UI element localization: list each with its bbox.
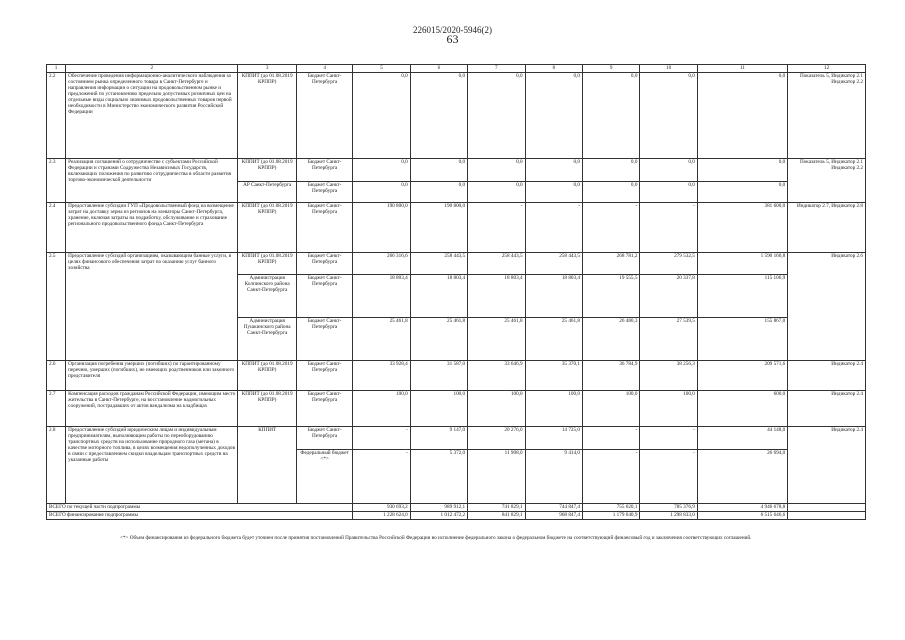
value-cell: 258 443,5 [525,253,582,275]
column-number: 10 [640,65,697,73]
total-value: 989 912,1 [410,504,467,512]
total-label: ВСЕГО по текущей части подпрограммы [47,504,353,512]
value-cell: 18 803,4 [468,275,525,318]
value-cell: 279 532,5 [640,253,697,275]
value-cell: 0,0 [410,182,467,203]
value-cell: 9 414,0 [525,450,582,504]
column-number: 7 [468,65,525,73]
financing-table [46,64,866,520]
total-value: 744 847,4 [525,504,582,512]
total-value: 1 012 472,2 [410,512,467,520]
value-cell: 20 337,8 [640,275,697,318]
value-cell: 268 781,2 [582,253,639,275]
value-cell: 155 867,0 [697,318,787,361]
total-label: ВСЕГО финансирование подпрограммы [47,512,353,520]
value-cell: 0,0 [582,73,639,159]
total-value: 841 829,1 [468,512,525,520]
value-cell: 100,0 [640,391,697,427]
value-cell: 0,0 [697,73,787,159]
value-cell: 19 555,5 [582,275,639,318]
value-cell: 0,0 [353,182,410,203]
value-cell: 18 803,4 [353,275,410,318]
table-row [47,361,866,391]
executor: КППИТ (до 01.08.2019 КРППР) [238,159,297,182]
executor: КППИТ (до 01.08.2019 КРППР) [238,361,297,391]
value-cell: 0,0 [697,159,787,182]
indicator: Индикатор 2.4 [788,391,866,427]
item-name: Компенсация расходов гражданам Российской Федерации, имеющим место жительства в Санкт-Петербурге, на восстановление надмогильных сооружений, пострадавших от актов вандализма на кладбищах [66,391,238,427]
indicator: Индикатор 2.4 [788,427,866,504]
value-cell: 381 600,0 [697,203,787,253]
funding-source: Бюджет Санкт-Петербурга [296,159,352,182]
total-value: 1 228 624,0 [353,512,410,520]
value-cell: 100,0 [525,391,582,427]
total-value: 968 847,4 [525,512,582,520]
value-cell: 33 928,4 [353,361,410,391]
table-row [47,203,866,253]
total-value: 930 693,2 [353,504,410,512]
value-cell: 258 443,5 [468,253,525,275]
funding-source: Бюджет Санкт-Петербурга [296,73,352,159]
table-row [47,427,866,450]
value-cell: 258 443,5 [410,253,467,275]
column-number: 3 [238,65,297,73]
executor: Администрация Колпинского района Санкт-Петербурга [238,275,297,318]
value-cell: 209 571,6 [697,361,787,391]
executor: АР Санкт-Петербурга [238,182,297,203]
total-value: 785 376,9 [640,504,697,512]
executor: КППИТ (до 01.08.2019 КРППР) [238,73,297,159]
value-cell: 0,0 [468,73,525,159]
executor: КППИТ (до 01.08.2019 КРППР) [238,253,297,275]
total-value: 741 829,1 [468,504,525,512]
total-value: 1 298 833,0 [640,512,697,520]
value-cell: 27 539,5 [640,318,697,361]
item-number: 2.8 [47,427,66,504]
column-number: 9 [582,65,639,73]
value-cell: 0,0 [468,182,525,203]
column-number: 5 [353,65,410,73]
value-cell: 1 590 160,8 [697,253,787,275]
value-cell: 11 908,0 [468,450,525,504]
value-cell: 25 461,8 [410,318,467,361]
value-cell: - [582,427,639,450]
value-cell: 25 461,8 [353,318,410,361]
value-cell: - [582,450,639,504]
item-name: Предоставление субсидий юридическим лицам и индивидуальным предпринимателям, выполняющим работы по переоборудованию транспортных средств на использование природного газа (метана) в качестве моторного топлива, в целях возмещения недополученных доходов в связи с предоставлением скидки владельцам транспортных средств на указанные работы [66,427,238,504]
value-cell: - [468,203,525,253]
value-cell: 38 256,3 [640,361,697,391]
value-cell: 0,0 [640,159,697,182]
value-cell: 0,0 [525,73,582,159]
total-value: 6 515 646,6 [697,512,787,520]
value-cell: 0,0 [410,73,467,159]
value-cell: 26 480,3 [582,318,639,361]
value-cell: - [353,450,410,504]
funding-source: Бюджет Санкт-Петербурга [296,318,352,361]
value-cell: 190 800,0 [410,203,467,253]
value-cell: 5 372,0 [410,450,467,504]
value-cell: 0,0 [353,73,410,159]
item-name: Организация погребения умерших (погибших) по гарантированному перечню, умерших (погибших), не имеющих родственников или законного представителя [66,361,238,391]
indicator: Индикатор 2.7, Индикатор 2.8 [788,203,866,253]
total-row [47,504,866,512]
value-cell: - [353,427,410,450]
item-name: Реализация соглашений о сотрудничестве с субъектами Российской Федерации и странами Содружества Независимых Государств, включающих положения по развитию сотрудничества в области развития торгово-экономической деятельности [66,159,238,203]
value-cell: 100,0 [468,391,525,427]
funding-source: Бюджет Санкт-Петербурга [296,361,352,391]
value-cell: 0,0 [410,159,467,182]
column-number: 8 [525,65,582,73]
value-cell: 44 148,0 [697,427,787,450]
value-cell: 600,0 [697,391,787,427]
value-cell: 9 147,0 [410,427,467,450]
funding-source: Бюджет Санкт-Петербурга [296,427,352,450]
value-cell: 266 316,6 [353,253,410,275]
value-cell: 100,0 [582,391,639,427]
item-number: 2.7 [47,391,66,427]
item-name: Предоставление субсидий организациям, оказывающим банные услуги, в целях финансового обеспечения затрат по оказанию услуг банного хозяйства [66,253,238,361]
value-cell: - [582,203,639,253]
footnote: <*> Объем финансирования из федерального бюджета будет уточнен после принятия постановлений Правительства Российской Федерации во исполнение федерального закона о федеральном бюджете на соответствующий финансовый год и заключения соответствующих соглашений. [120,535,752,541]
item-number: 2.5 [47,253,66,361]
value-cell: 0,0 [468,159,525,182]
value-cell: - [640,427,697,450]
value-cell: 0,0 [640,73,697,159]
funding-source: Бюджет Санкт-Петербурга [296,391,352,427]
value-cell: 100,0 [353,391,410,427]
column-number: 4 [296,65,352,73]
value-cell: 0,0 [582,182,639,203]
column-number: 1 [47,65,66,73]
table-row [47,253,866,275]
funding-source: Федеральный бюджет <*> [296,450,352,504]
value-cell: - [640,450,697,504]
empty-cell [788,504,866,512]
item-name: Обеспечение проведения информационно-аналитического наблюдения за состоянием рынка определенного товара в Санкт-Петербурге и направления информации о ситуации на продовольственном рынке и предложений по установлению предельно допустимых розничных цен на отдельные виды социально значимых продовольственных товаров первой необходимости в Министерство экономического развития Российской Федерации [66,73,238,159]
executor: Администрация Пушкинского района Санкт-Петербурга [238,318,297,361]
value-cell: 0,0 [640,182,697,203]
total-value: 1 179 040,9 [582,512,639,520]
value-cell: 25 461,8 [468,318,525,361]
executor: КППИТ (до 01.08.2019 КРППР) [238,391,297,427]
value-cell: 25 461,8 [525,318,582,361]
value-cell: 20 276,0 [468,427,525,450]
column-number: 6 [410,65,467,73]
value-cell: - [640,203,697,253]
empty-cell [788,512,866,520]
value-cell: 35 370,1 [525,361,582,391]
total-row [47,512,866,520]
indicator: Индикатор 2.6 [788,253,866,361]
column-number: 2 [66,65,238,73]
value-cell: 0,0 [582,159,639,182]
value-cell: 36 784,9 [582,361,639,391]
column-number: 12 [788,65,866,73]
value-cell: 18 803,4 [410,275,467,318]
funding-source: Бюджет Санкт-Петербурга [296,275,352,318]
total-value: 4 946 678,8 [697,504,787,512]
funding-source: Бюджет Санкт-Петербурга [296,182,352,203]
funding-source: Бюджет Санкт-Петербурга [296,253,352,275]
indicator: Показатель 5, Индикатор 2.1 Индикатор 2.2 [788,159,866,203]
page-number: 63 [446,32,459,46]
value-cell: 0,0 [525,182,582,203]
table-row [47,73,866,159]
item-number: 2.4 [47,203,66,253]
value-cell: 100,0 [410,391,467,427]
executor: КППИТ [238,427,297,504]
table-row [47,159,866,182]
indicator: Показатель 5, Индикатор 2.1 Индикатор 2.2 [788,73,866,159]
value-cell: 33 646,9 [468,361,525,391]
value-cell: 190 800,0 [353,203,410,253]
item-number: 2.2 [47,73,66,159]
value-cell: 31 587,0 [410,361,467,391]
item-name: Предоставление субсидии ГУП «Продовольственный фонд на возмещение затрат на доставку зерна из регионов на элеваторы Санкт-Петербурга, хранение, включая затраты на подработку, обслуживание и страхование регионального продовольственного фонда Санкт-Петербурга [66,203,238,253]
value-cell: 0,0 [353,159,410,182]
item-number: 2.3 [47,159,66,203]
column-number: 11 [697,65,787,73]
value-cell: - [525,203,582,253]
value-cell: 0,0 [697,182,787,203]
value-cell: 0,0 [525,159,582,182]
document-id: 226015/2020-5946(2) [413,25,492,35]
total-value: 755 020,1 [582,504,639,512]
item-number: 2.6 [47,361,66,391]
value-cell: 115 106,9 [697,275,787,318]
table-row [47,391,866,427]
executor: КППИТ (до 01.08.2019 КРППР) [238,203,297,253]
column-number-row [47,65,866,73]
value-cell: 14 725,0 [525,427,582,450]
value-cell: 26 694,0 [697,450,787,504]
funding-source: Бюджет Санкт-Петербурга [296,203,352,253]
indicator: Индикатор 2.4 [788,361,866,391]
value-cell: 18 803,4 [525,275,582,318]
